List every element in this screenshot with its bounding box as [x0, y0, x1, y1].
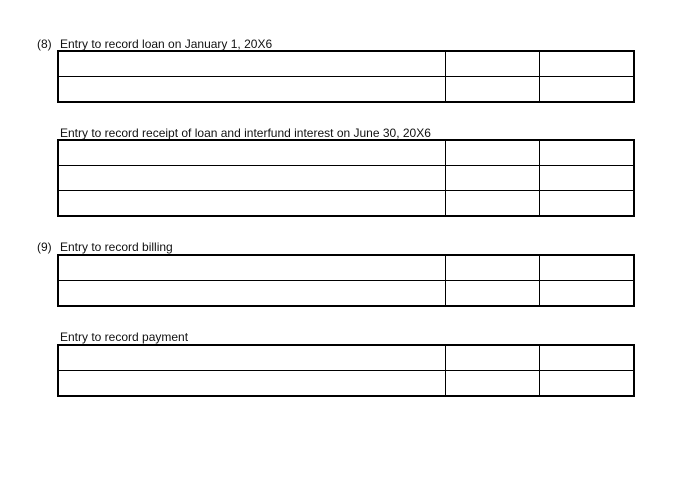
debit-cell[interactable]: [446, 51, 540, 77]
debit-cell[interactable]: [446, 371, 540, 397]
journal-row: [58, 140, 634, 166]
account-cell[interactable]: [58, 77, 446, 103]
account-cell[interactable]: [58, 281, 446, 307]
credit-cell[interactable]: [540, 140, 635, 166]
journal-table-payment: [57, 344, 635, 397]
debit-cell[interactable]: [446, 166, 540, 191]
debit-cell[interactable]: [446, 255, 540, 281]
credit-cell[interactable]: [540, 191, 635, 217]
journal-table-receipt: [57, 139, 635, 217]
credit-cell[interactable]: [540, 255, 635, 281]
account-cell[interactable]: [58, 371, 446, 397]
account-cell[interactable]: [58, 345, 446, 371]
debit-cell[interactable]: [446, 191, 540, 217]
debit-cell[interactable]: [446, 77, 540, 103]
journal-row: [58, 371, 634, 397]
question-number-8: (8): [37, 37, 52, 51]
section-title-loan-entry: Entry to record loan on January 1, 20X6: [60, 37, 273, 51]
journal-row: [58, 281, 634, 307]
journal-row: [58, 191, 634, 217]
account-cell[interactable]: [58, 255, 446, 281]
section-title-receipt-entry: Entry to record receipt of loan and interfund interest on June 30, 20X6: [60, 126, 431, 140]
credit-cell[interactable]: [540, 51, 635, 77]
debit-cell[interactable]: [446, 345, 540, 371]
account-cell[interactable]: [58, 191, 446, 217]
journal-row: [58, 255, 634, 281]
debit-cell[interactable]: [446, 140, 540, 166]
journal-row: [58, 51, 634, 77]
question-number-9: (9): [37, 240, 52, 254]
credit-cell[interactable]: [540, 345, 635, 371]
section-title-payment-entry: Entry to record payment: [60, 330, 189, 344]
journal-row: [58, 166, 634, 191]
credit-cell[interactable]: [540, 371, 635, 397]
journal-table-loan: [57, 50, 635, 103]
section-title-billing-entry: Entry to record billing: [60, 240, 173, 254]
credit-cell[interactable]: [540, 77, 635, 103]
account-cell[interactable]: [58, 166, 446, 191]
credit-cell[interactable]: [540, 166, 635, 191]
journal-row: [58, 77, 634, 103]
credit-cell[interactable]: [540, 281, 635, 307]
debit-cell[interactable]: [446, 281, 540, 307]
journal-row: [58, 345, 634, 371]
account-cell[interactable]: [58, 140, 446, 166]
account-cell[interactable]: [58, 51, 446, 77]
journal-table-billing: [57, 254, 635, 307]
